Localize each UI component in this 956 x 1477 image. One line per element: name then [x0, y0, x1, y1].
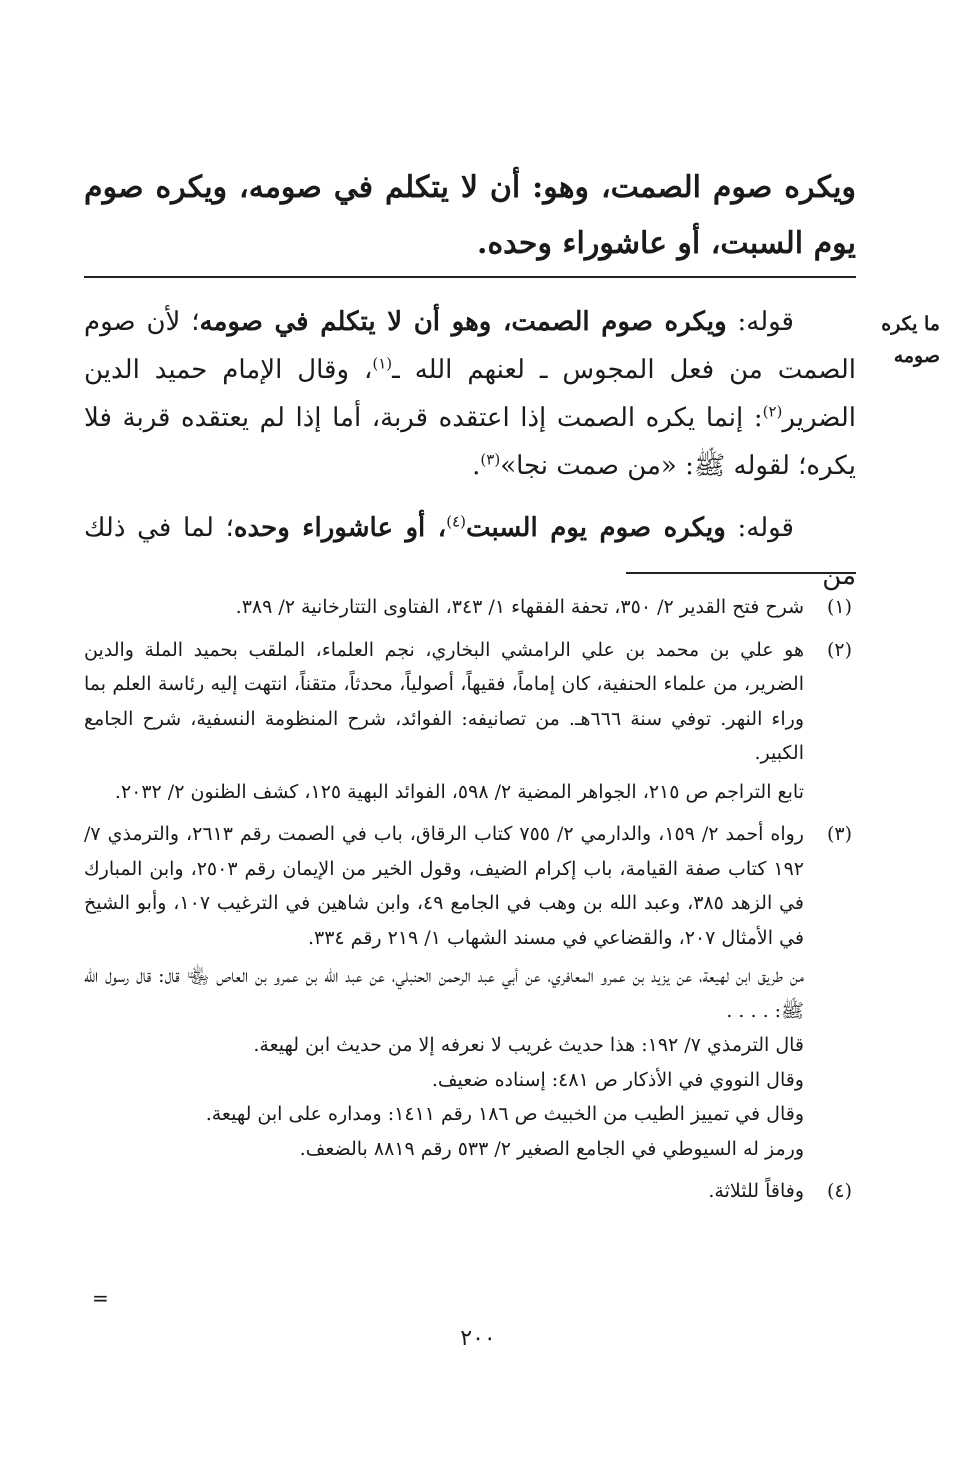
- quoted-matn: ، أو عاشوراء وحده: [233, 513, 447, 543]
- footnote-ref-3: (٣): [480, 450, 501, 469]
- commentary-paragraph-1: [84, 298, 856, 490]
- qawl-label: قوله:: [725, 513, 794, 543]
- margin-heading: [870, 308, 940, 372]
- footnote-number: (٤): [826, 1180, 852, 1202]
- footnote-separator: [626, 572, 856, 574]
- commentary-paragraph-2: [84, 504, 856, 600]
- top-rule: [84, 276, 856, 278]
- footnote-grading: وقال في تمييز الطيب من الخبيث ص ١٨٦ رقم ١٤١١: ومداره على ابن لهيعة.: [205, 1103, 804, 1125]
- footnote-ref-4: (٤): [446, 512, 466, 531]
- footnote-2: [84, 633, 856, 810]
- page-number: ٢٠٠: [460, 1326, 496, 1351]
- commentary-body: [84, 298, 856, 600]
- quoted-matn: ويكره صوم الصمت، وهو أن لا يتكلم في صومه: [199, 307, 727, 337]
- footnote-number: (٣): [826, 823, 852, 845]
- footnote-text: شرح فتح القدير ٢/ ٣٥٠، تحفة الفقهاء ١/ ٣٤٣، الفتاوى التتارخانية ٢/ ٣٨٩.: [235, 596, 804, 618]
- footnote-grading: قال الترمذي ٧/ ١٩٢: هذا حديث غريب لا نعرفه إلا من حديث ابن لهيعة.: [253, 1034, 804, 1056]
- commentary-text: ؛ لما في ذلك من: [84, 513, 856, 591]
- footnote-grading: وقال النووي في الأذكار ص ٤٨١: إسناده ضعيف.: [431, 1068, 804, 1091]
- footnote-grading: ورمز له السيوطي في الجامع الصغير ٢/ ٥٣٣ رقم ٨٨١٩ بالضعف.: [299, 1137, 804, 1160]
- continuation-mark: =: [92, 1286, 109, 1310]
- margin-heading-line1: ما يكره: [881, 313, 940, 335]
- footnotes: [84, 590, 856, 1209]
- footnote-number: (١): [826, 596, 852, 618]
- quoted-matn: ويكره صوم يوم السبت: [465, 513, 726, 543]
- commentary-text: ؛ لأن صوم الصمت من فعل المجوس ـ لعنهم الله ـ: [84, 307, 856, 385]
- footnote-sources: تابع التراجم ص ٢١٥، الجواهر المضية ٢/ ٥٩٨، الفوائد البهية ١٢٥، كشف الظنون ٢/ ٢٠٣٢.: [114, 780, 804, 803]
- footnote-4: [84, 1174, 856, 1209]
- footnote-number: (٢): [826, 638, 852, 661]
- footnote-text: رواه أحمد ٢/ ١٥٩، والدارمي ٢/ ٧٥٥ كتاب الرقاق، باب في الصمت رقم ٢٦١٣، والترمذي ٧/ ١٩٢ كتاب صفة القيامة، باب إكرام الضيف، وقول الخير من الإيمان رقم ٢٥٠٣، وابن المبارك في الزهد ٣٨٥، وعبد الله بن وهب في الجامع ٤٩، وابن شاهين في الترغيب ١٠٧، وأبو الشيخ في الأمثال ٢٠٧، والقضاعي في مسند الشهاب ١/ ٢١٩ رقم ٣٣٤.: [84, 823, 804, 949]
- footnote-ref-2: (٢): [762, 402, 783, 421]
- footnote-text: وفاقاً للثلاثة.: [708, 1180, 804, 1202]
- footnote-3: [84, 817, 856, 1166]
- footnote-text: هو علي بن محمد بن علي الرامشي البخاري، نجم العلماء، الملقب بحميد الملة والدين الضرير، من علماء الحنفية، كان إماماً، فقيهاً، أصولياً، محدثاً، متقناً، انتهت إليه رئاسة العلم بما وراء النهر. توفي سنة ٦٦٦هـ. من تصانيفه: الفوائد، شرح المنظومة النسفية، شرح الجامع الكبير.: [84, 638, 804, 764]
- qawl-label: قوله:: [726, 307, 794, 337]
- matn-text: ويكره صوم الصمت، وهو: أن لا يتكلم في صومه، ويكره صوم يوم السبت، أو عاشوراء وحده.: [84, 170, 856, 261]
- footnote-ref-1: (١): [372, 354, 393, 373]
- commentary-text: : إنما يكره الصمت إذا اعتقده قربة، أما إذا لم يعتقده قربة فلا يكره؛ لقوله ﷺ: «من صمت نجا»: [84, 403, 856, 481]
- footnote-1: [84, 590, 856, 625]
- margin-heading-line2: صومه: [893, 345, 940, 367]
- commentary-text: .: [472, 451, 481, 481]
- commentary-text: ، وقال الإمام حميد الدين الضرير: [84, 355, 856, 433]
- footnote-chain: من طريق ابن لهيعة، عن يزيد بن عمرو المعافري، عن أبي عبد الرحمن الحنبلي، عن عبد الله بن عمرو بن العاص ﵄ قال: قال رسول الله ﷺ: . . . .: [84, 965, 804, 1022]
